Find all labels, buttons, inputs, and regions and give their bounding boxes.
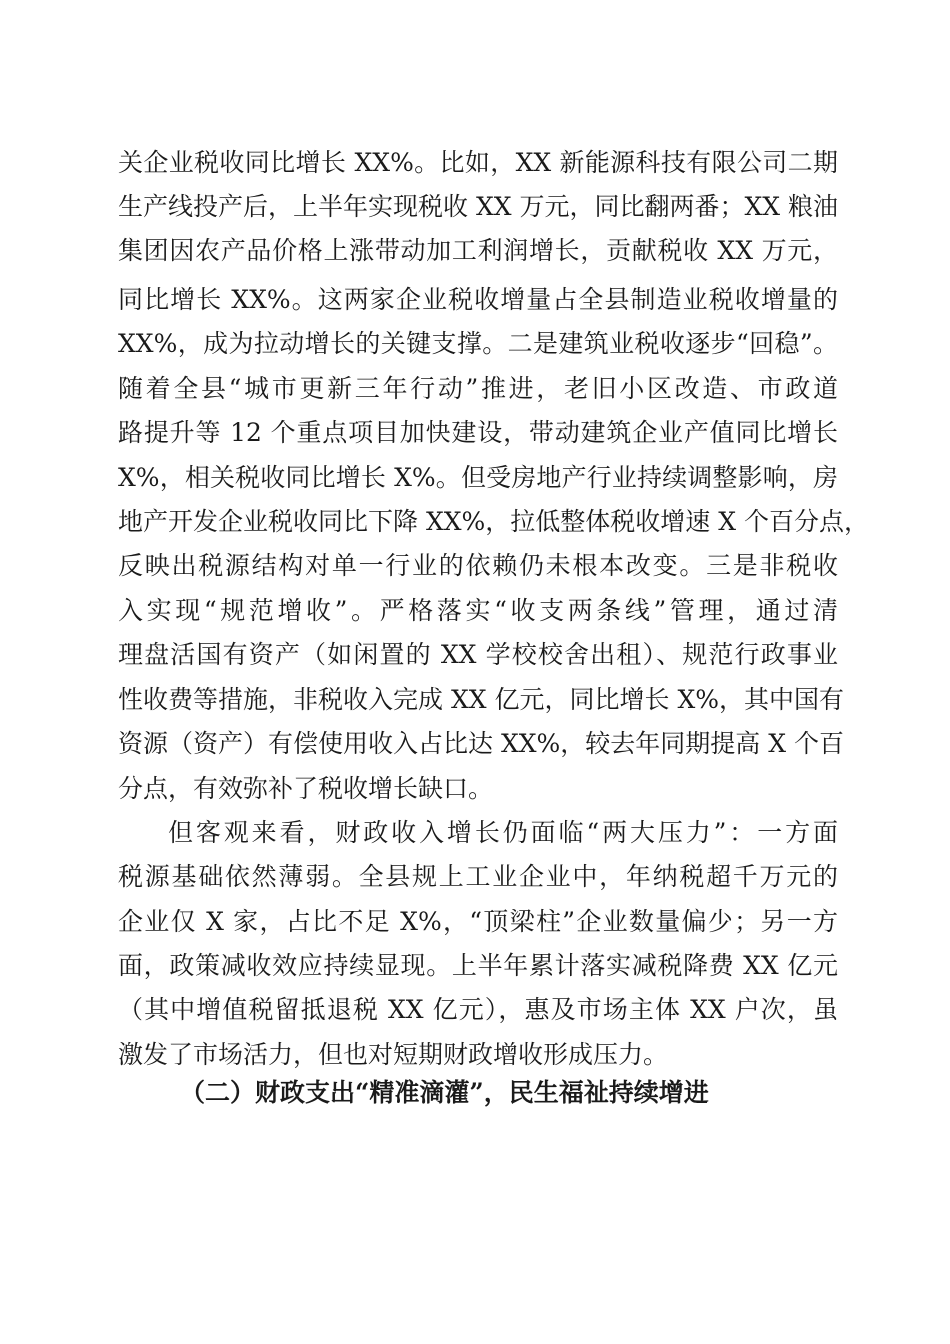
- text-line: 理盘活国有资产（如闲置的 XX 学校校舍出租）、规范行政事业: [118, 640, 838, 669]
- text-line: 随着全县“城市更新三年行动”推进，老旧小区改造、市政道: [118, 374, 838, 403]
- section-heading: （二）财政支出“精准滴灌”，民生福祉持续增进: [180, 1078, 709, 1107]
- text-line: 关企业税收同比增长 XX%。比如，XX 新能源科技有限公司二期: [118, 148, 838, 177]
- text-line: 税源基础依然薄弱。全县规上工业企业中，年纳税超千万元的: [118, 862, 838, 891]
- text-line: 面，政策减收效应持续显现。上半年累计落实减税降费 XX 亿元: [118, 951, 838, 980]
- text-line: （其中增值税留抵退税 XX 亿元），惠及市场主体 XX 户次，虽: [118, 995, 838, 1024]
- text-line: 地产开发企业税收同比下降 XX%，拉低整体税收增速 X 个百分点，: [118, 507, 869, 536]
- text-line: 反映出税源结构对单一行业的依赖仍未根本改变。三是非税收: [118, 551, 838, 580]
- text-line: X%，相关税收同比增长 X%。但受房地产行业持续调整影响，房: [118, 463, 838, 492]
- text-line: 资源（资产）有偿使用收入占比达 XX%，较去年同期提高 X 个百: [118, 729, 844, 758]
- text-line: 路提升等 12 个重点项目加快建设，带动建筑企业产值同比增长: [118, 418, 838, 447]
- text-line: 入实现“规范增收”。严格落实“收支两条线”管理，通过清: [118, 596, 838, 625]
- text-line: 性收费等措施，非税收入完成 XX 亿元，同比增长 X%，其中国有: [118, 685, 844, 714]
- text-line: XX%，成为拉动增长的关键支撑。二是建筑业税收逐步“回稳”。: [118, 329, 838, 358]
- text-line: 激发了市场活力，但也对短期财政增收形成压力。: [118, 1040, 669, 1069]
- text-line: 分点，有效弥补了税收增长缺口。: [118, 774, 494, 803]
- text-line: 集团因农产品价格上涨带动加工利润增长，贡献税收 XX 万元，: [118, 236, 838, 265]
- text-line: 生产线投产后，上半年实现税收 XX 万元，同比翻两番；XX 粮油: [118, 192, 839, 221]
- text-line: 同比增长 XX%。这两家企业税收增量占全县制造业税收增量的: [118, 285, 838, 314]
- text-line: 但客观来看，财政收入增长仍面临“两大压力”：一方面: [168, 818, 838, 847]
- text-line: 企业仅 X 家，占比不足 X%，“顶梁柱”企业数量偏少；另一方: [118, 907, 838, 936]
